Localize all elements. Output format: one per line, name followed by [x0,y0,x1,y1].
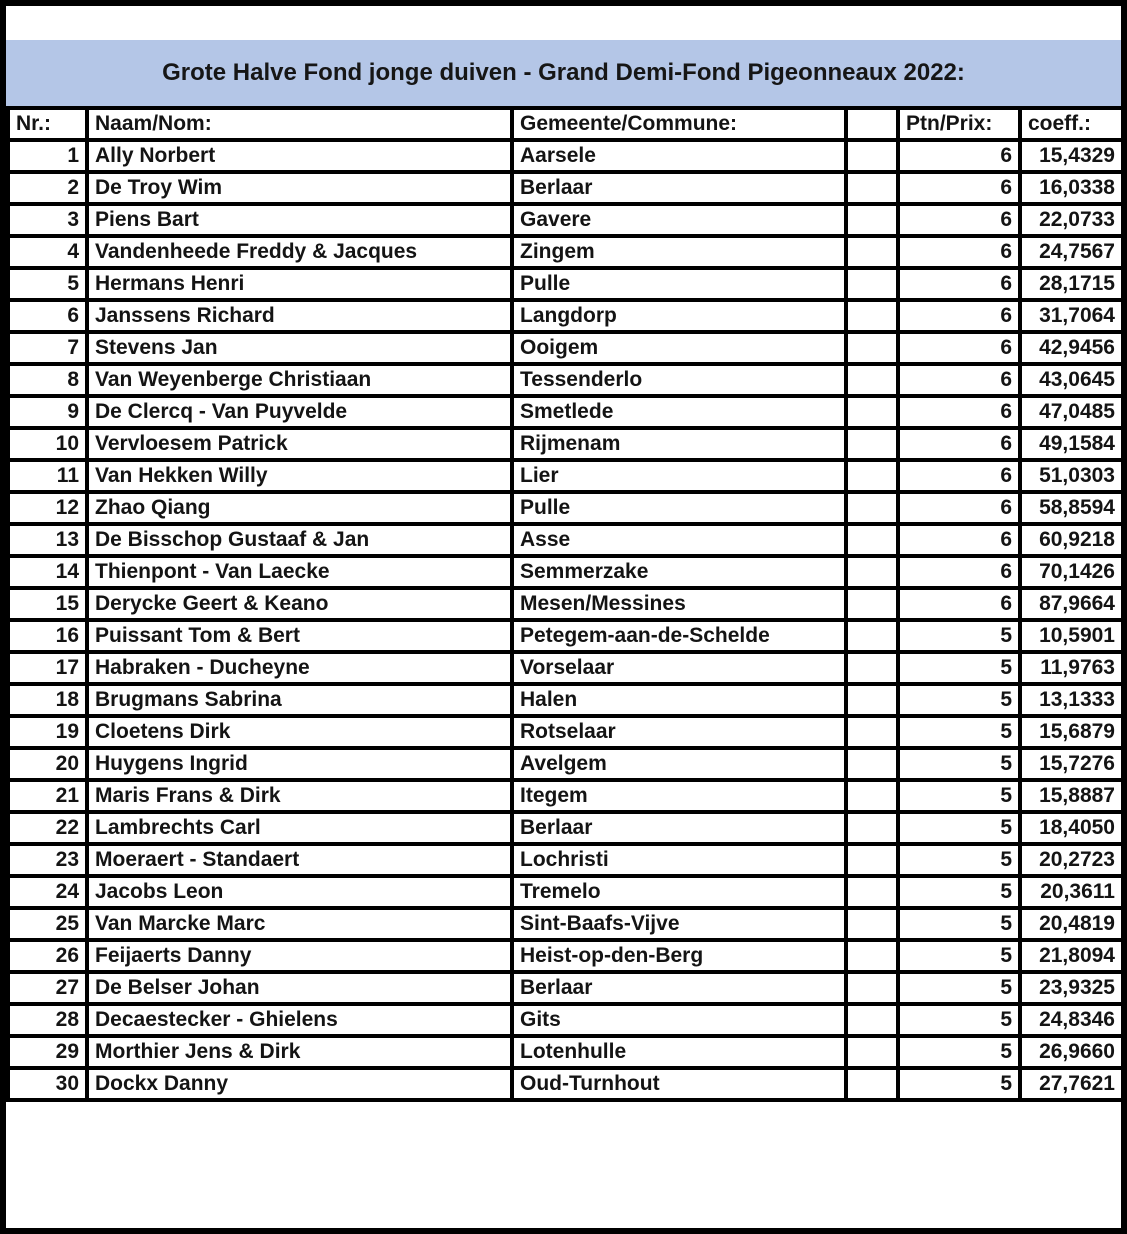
name-cell: Janssens Richard [87,300,512,332]
spacer-cell [846,396,898,428]
nr-cell: 20 [8,748,87,780]
spacer-cell [846,460,898,492]
spacer-cell [846,780,898,812]
coeff-cell: 24,8346 [1020,1004,1123,1036]
table-row [8,460,1123,492]
points-cell: 5 [898,812,1020,844]
table-row [8,428,1123,460]
name-cell: Hermans Henri [87,268,512,300]
municipality-cell: Tremelo [512,876,846,908]
name-cell: Moeraert - Standaert [87,844,512,876]
table-row [8,140,1123,172]
table-row [8,1068,1123,1100]
points-cell: 6 [898,300,1020,332]
spacer-cell [846,428,898,460]
points-cell: 6 [898,332,1020,364]
title-band [6,40,1121,106]
nr-cell: 10 [8,428,87,460]
name-cell: Morthier Jens & Dirk [87,1036,512,1068]
coeff-cell: 51,0303 [1020,460,1123,492]
spacer-cell [846,972,898,1004]
nr-cell: 17 [8,652,87,684]
municipality-cell: Vorselaar [512,652,846,684]
table-row [8,396,1123,428]
spacer-cell [846,1068,898,1100]
table-row [8,300,1123,332]
name-cell: Vervloesem Patrick [87,428,512,460]
name-cell: Piens Bart [87,204,512,236]
spacer-cell [846,1004,898,1036]
nr-cell: 1 [8,140,87,172]
table-row [8,556,1123,588]
top-empty-row [6,6,1121,40]
points-cell: 6 [898,556,1020,588]
municipality-cell: Lier [512,460,846,492]
name-cell: Huygens Ingrid [87,748,512,780]
coeff-cell: 18,4050 [1020,812,1123,844]
spacer-cell [846,748,898,780]
table-row [8,172,1123,204]
coeff-cell: 20,4819 [1020,908,1123,940]
points-cell: 6 [898,524,1020,556]
coeff-cell: 20,2723 [1020,844,1123,876]
name-cell: Jacobs Leon [87,876,512,908]
points-cell: 5 [898,620,1020,652]
spacer-cell [846,940,898,972]
points-cell: 5 [898,748,1020,780]
table-row [8,748,1123,780]
nr-cell: 29 [8,1036,87,1068]
municipality-cell: Oud-Turnhout [512,1068,846,1100]
points-cell: 5 [898,876,1020,908]
municipality-cell: Asse [512,524,846,556]
table-row [8,332,1123,364]
nr-cell: 28 [8,1004,87,1036]
coeff-cell: 26,9660 [1020,1036,1123,1068]
table-row [8,716,1123,748]
page-title: Grote Halve Fond jonge duiven - Grand Demi-Fond Pigeonneaux 2022: [162,59,965,86]
points-cell: 6 [898,268,1020,300]
nr-cell: 3 [8,204,87,236]
points-cell: 6 [898,172,1020,204]
nr-cell: 11 [8,460,87,492]
points-cell: 6 [898,364,1020,396]
col-header-municipality: Gemeente/Commune: [512,108,846,140]
coeff-cell: 15,4329 [1020,140,1123,172]
name-cell: Van Hekken Willy [87,460,512,492]
nr-cell: 30 [8,1068,87,1100]
points-cell: 6 [898,428,1020,460]
municipality-cell: Rotselaar [512,716,846,748]
nr-cell: 26 [8,940,87,972]
coeff-cell: 15,7276 [1020,748,1123,780]
municipality-cell: Berlaar [512,172,846,204]
table-row [8,620,1123,652]
table-row [8,364,1123,396]
nr-cell: 13 [8,524,87,556]
name-cell: De Bisschop Gustaaf & Jan [87,524,512,556]
nr-cell: 23 [8,844,87,876]
nr-cell: 12 [8,492,87,524]
municipality-cell: Heist-op-den-Berg [512,940,846,972]
results-table [6,106,1125,1102]
spacer-cell [846,268,898,300]
name-cell: Van Weyenberge Christiaan [87,364,512,396]
points-cell: 6 [898,236,1020,268]
nr-cell: 15 [8,588,87,620]
table-row [8,588,1123,620]
spacer-cell [846,140,898,172]
nr-cell: 27 [8,972,87,1004]
spacer-cell [846,620,898,652]
coeff-cell: 21,8094 [1020,940,1123,972]
col-header-coeff: coeff.: [1020,108,1123,140]
table-row [8,204,1123,236]
name-cell: De Belser Johan [87,972,512,1004]
coeff-cell: 20,3611 [1020,876,1123,908]
spacer-cell [846,332,898,364]
name-cell: Zhao Qiang [87,492,512,524]
name-cell: Thienpont - Van Laecke [87,556,512,588]
points-cell: 5 [898,1036,1020,1068]
municipality-cell: Lochristi [512,844,846,876]
spacer-cell [846,524,898,556]
spacer-cell [846,716,898,748]
municipality-cell: Rijmenam [512,428,846,460]
coeff-cell: 58,8594 [1020,492,1123,524]
table-row [8,844,1123,876]
name-cell: De Clercq - Van Puyvelde [87,396,512,428]
name-cell: Vandenheede Freddy & Jacques [87,236,512,268]
table-row [8,492,1123,524]
municipality-cell: Lotenhulle [512,1036,846,1068]
points-cell: 5 [898,780,1020,812]
points-cell: 5 [898,1068,1020,1100]
coeff-cell: 43,0645 [1020,364,1123,396]
municipality-cell: Sint-Baafs-Vijve [512,908,846,940]
points-cell: 5 [898,684,1020,716]
points-cell: 5 [898,844,1020,876]
nr-cell: 5 [8,268,87,300]
table-row [8,1004,1123,1036]
municipality-cell: Semmerzake [512,556,846,588]
table-row [8,268,1123,300]
name-cell: Lambrechts Carl [87,812,512,844]
table-row [8,940,1123,972]
points-cell: 6 [898,588,1020,620]
coeff-cell: 42,9456 [1020,332,1123,364]
col-header-name: Naam/Nom: [87,108,512,140]
name-cell: Puissant Tom & Bert [87,620,512,652]
name-cell: Decaestecker - Ghielens [87,1004,512,1036]
spacer-cell [846,1036,898,1068]
coeff-cell: 15,8887 [1020,780,1123,812]
nr-cell: 18 [8,684,87,716]
nr-cell: 24 [8,876,87,908]
spacer-cell [846,844,898,876]
spacer-cell [846,908,898,940]
coeff-cell: 31,7064 [1020,300,1123,332]
table-body [8,140,1123,1100]
table-row [8,908,1123,940]
municipality-cell: Smetlede [512,396,846,428]
coeff-cell: 70,1426 [1020,556,1123,588]
municipality-cell: Pulle [512,492,846,524]
coeff-cell: 13,1333 [1020,684,1123,716]
municipality-cell: Gavere [512,204,846,236]
points-cell: 6 [898,204,1020,236]
points-cell: 6 [898,396,1020,428]
nr-cell: 2 [8,172,87,204]
spacer-cell [846,684,898,716]
spacer-cell [846,652,898,684]
spacer-cell [846,556,898,588]
spacer-cell [846,876,898,908]
name-cell: Brugmans Sabrina [87,684,512,716]
spacer-cell [846,300,898,332]
nr-cell: 9 [8,396,87,428]
name-cell: Dockx Danny [87,1068,512,1100]
nr-cell: 19 [8,716,87,748]
nr-cell: 22 [8,812,87,844]
municipality-cell: Berlaar [512,972,846,1004]
nr-cell: 6 [8,300,87,332]
table-row [8,524,1123,556]
name-cell: Cloetens Dirk [87,716,512,748]
municipality-cell: Halen [512,684,846,716]
points-cell: 6 [898,140,1020,172]
table-row [8,876,1123,908]
municipality-cell: Langdorp [512,300,846,332]
municipality-cell: Avelgem [512,748,846,780]
municipality-cell: Petegem-aan-de-Schelde [512,620,846,652]
table-row [8,780,1123,812]
coeff-cell: 60,9218 [1020,524,1123,556]
col-header-spacer [846,108,898,140]
municipality-cell: Mesen/Messines [512,588,846,620]
municipality-cell: Pulle [512,268,846,300]
spacer-cell [846,492,898,524]
coeff-cell: 47,0485 [1020,396,1123,428]
coeff-cell: 10,5901 [1020,620,1123,652]
coeff-cell: 15,6879 [1020,716,1123,748]
municipality-cell: Itegem [512,780,846,812]
table-row [8,652,1123,684]
points-cell: 5 [898,940,1020,972]
nr-cell: 14 [8,556,87,588]
name-cell: Stevens Jan [87,332,512,364]
municipality-cell: Ooigem [512,332,846,364]
municipality-cell: Zingem [512,236,846,268]
coeff-cell: 11,9763 [1020,652,1123,684]
nr-cell: 4 [8,236,87,268]
spacer-cell [846,812,898,844]
municipality-cell: Berlaar [512,812,846,844]
coeff-cell: 24,7567 [1020,236,1123,268]
col-header-nr: Nr.: [8,108,87,140]
spacer-cell [846,236,898,268]
points-cell: 5 [898,716,1020,748]
table-row [8,684,1123,716]
spacer-cell [846,588,898,620]
nr-cell: 7 [8,332,87,364]
points-cell: 6 [898,460,1020,492]
nr-cell: 16 [8,620,87,652]
name-cell: De Troy Wim [87,172,512,204]
header-row [8,108,1123,140]
coeff-cell: 23,9325 [1020,972,1123,1004]
nr-cell: 21 [8,780,87,812]
nr-cell: 8 [8,364,87,396]
coeff-cell: 22,0733 [1020,204,1123,236]
table-row [8,972,1123,1004]
name-cell: Maris Frans & Dirk [87,780,512,812]
spacer-cell [846,204,898,236]
spacer-cell [846,364,898,396]
municipality-cell: Tessenderlo [512,364,846,396]
coeff-cell: 28,1715 [1020,268,1123,300]
name-cell: Feijaerts Danny [87,940,512,972]
spacer-cell [846,172,898,204]
points-cell: 5 [898,1004,1020,1036]
name-cell: Derycke Geert & Keano [87,588,512,620]
municipality-cell: Gits [512,1004,846,1036]
points-cell: 6 [898,492,1020,524]
table-row [8,812,1123,844]
coeff-cell: 87,9664 [1020,588,1123,620]
nr-cell: 25 [8,908,87,940]
name-cell: Van Marcke Marc [87,908,512,940]
points-cell: 5 [898,652,1020,684]
coeff-cell: 16,0338 [1020,172,1123,204]
points-cell: 5 [898,972,1020,1004]
municipality-cell: Aarsele [512,140,846,172]
coeff-cell: 49,1584 [1020,428,1123,460]
col-header-points: Ptn/Prix: [898,108,1020,140]
points-cell: 5 [898,908,1020,940]
table-row [8,236,1123,268]
coeff-cell: 27,7621 [1020,1068,1123,1100]
table-row [8,1036,1123,1068]
name-cell: Habraken - Ducheyne [87,652,512,684]
name-cell: Ally Norbert [87,140,512,172]
